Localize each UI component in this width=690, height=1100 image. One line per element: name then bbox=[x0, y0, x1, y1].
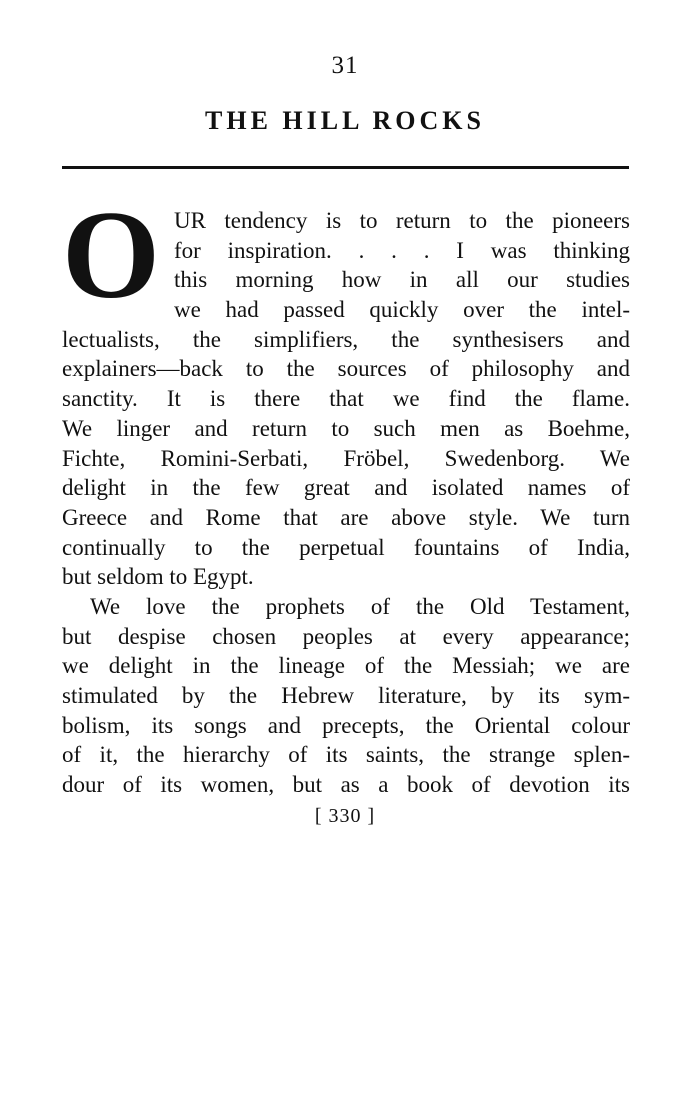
text-line: this morning how in all our studies bbox=[174, 267, 630, 293]
text-line: for inspiration. . . . I was thinking bbox=[174, 237, 630, 263]
text-line: lectualists, the simplifiers, the synthesisers and bbox=[62, 326, 630, 352]
text-line: We love the prophets of the Old Testament, bbox=[90, 593, 630, 619]
section-title: THE HILL ROCKS bbox=[205, 106, 485, 135]
text-line: explainers—back to the sources of philosophy and bbox=[62, 356, 630, 382]
text-line: but despise chosen peoples at every appearance; bbox=[62, 623, 630, 649]
text-line: Greece and Rome that are above style. We turn bbox=[62, 504, 630, 530]
drop-cap-initial: O bbox=[62, 186, 161, 325]
text-line: we delight in the lineage of the Messiah; we are bbox=[62, 653, 630, 679]
text-line: We linger and return to such men as Boehme, bbox=[62, 415, 630, 441]
text-line: UR tendency is to return to the pioneers bbox=[174, 208, 630, 233]
text-line: delight in the few great and isolated names of bbox=[62, 475, 630, 501]
body-text bbox=[62, 206, 630, 800]
text-line: but seldom to Egypt. bbox=[62, 564, 254, 590]
title-rule bbox=[62, 166, 629, 169]
text-line: we had passed quickly over the intel- bbox=[174, 297, 630, 323]
text-line: continually to the perpetual fountains of India, bbox=[62, 534, 630, 560]
text-line: bolism, its songs and precepts, the Oriental colour bbox=[62, 712, 630, 738]
text-line: dour of its women, but as a book of devotion its bbox=[62, 772, 630, 798]
section-number: 31 bbox=[331, 52, 359, 79]
text-line: of it, the hierarchy of its saints, the strange splen- bbox=[62, 742, 630, 768]
text-line: sanctity. It is there that we find the flame. bbox=[62, 386, 630, 412]
text-line: Fichte, Romini-Serbati, Fröbel, Swedenborg. We bbox=[62, 445, 630, 471]
text-line: stimulated by the Hebrew literature, by its sym- bbox=[62, 683, 630, 708]
page-number: [ 330 ] bbox=[314, 805, 376, 827]
